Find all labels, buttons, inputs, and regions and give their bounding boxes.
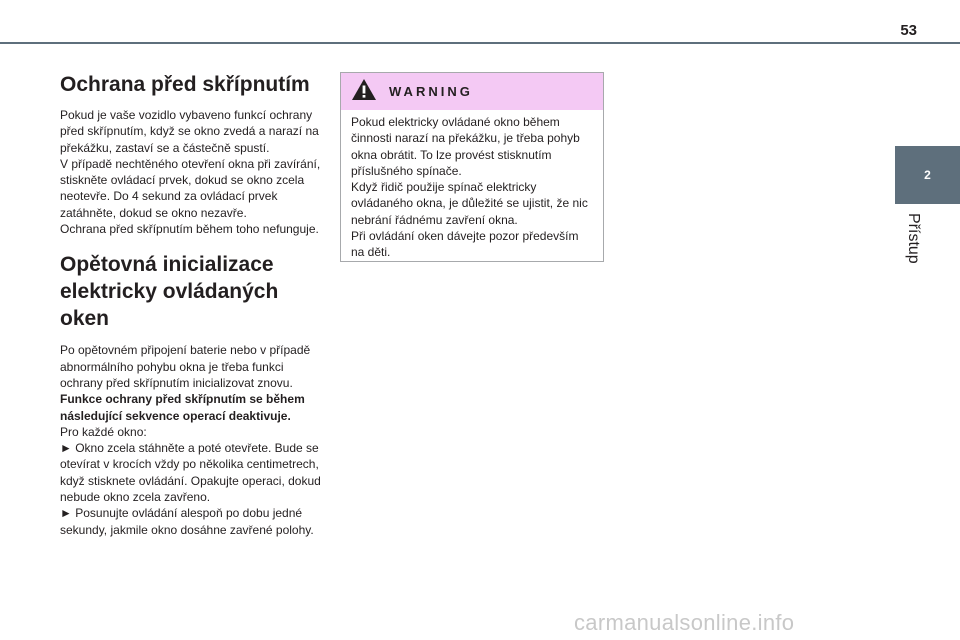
reinitialization-note: Funkce ochrany před skřípnutím se během následující sekvence operací deaktivuje. xyxy=(60,392,305,423)
left-column xyxy=(60,72,330,538)
heading-line-2: elektricky ovládaných oken xyxy=(60,280,279,331)
section-heading-reinitialization xyxy=(60,251,330,332)
chapter-title: Přístup xyxy=(905,213,922,264)
chapter-number: 2 xyxy=(924,168,931,182)
chapter-tab[interactable] xyxy=(895,146,960,204)
reinitialization-intro: Po opětovném připojení baterie nebo v případě abnormálního pohybu okna je třeba funkci ochrany před skřípnutím inicializovat znovu. xyxy=(60,343,311,390)
warning-text: Pokud elektricky ovládané okno během činnosti narazí na překážku, je třeba pohyb okna obrátit. To lze provést stisknutím příslušného spínače. Když řidič použije spínač elektricky ovládaného okna, je důležité se ujistit, že nic nebrání řádnému zavření okna. Při ovládání oken dávejte pozor především na děti. xyxy=(351,115,588,260)
watermark: carmanualsonline.info xyxy=(574,610,795,635)
warning-header xyxy=(341,73,603,110)
header-divider xyxy=(0,42,960,44)
heading-line-1: Opětovná inicializace xyxy=(60,253,274,277)
warning-triangle-icon xyxy=(351,78,377,106)
warning-title: WARNING xyxy=(389,84,473,99)
page-number: 53 xyxy=(900,22,917,39)
reinitialization-steps: Pro každé okno: ► Okno zcela stáhněte a poté otevřete. Bude se otevírat v krocích vždy po několika centimetrech, když stisknete ovládání. Opakujte operaci, dokud nebude okno zcela zavřeno. ► Posunujte ovládání alespoň po dobu jedné sekundy, jakmile okno dosáhne zavřené polohy. xyxy=(60,424,321,537)
warning-box xyxy=(340,72,604,262)
section-text-anti-pinch: Pokud je vaše vozidlo vybaveno funkcí ochrany před skřípnutím, když se okno zvedá a narazí na překážku, zastaví se a částečně spustí. V případě nechtěného otevření okna při zavírání, stiskněte ovládací prvek, dokud se okno zcela neotevře. Do 4 sekund za ovládací prvek zatáhněte, dokud se okno nezavře. Ochrana před skřípnutím během toho nefunguje. xyxy=(60,108,321,237)
section-heading-anti-pinch: Ochrana před skřípnutím xyxy=(60,73,310,96)
